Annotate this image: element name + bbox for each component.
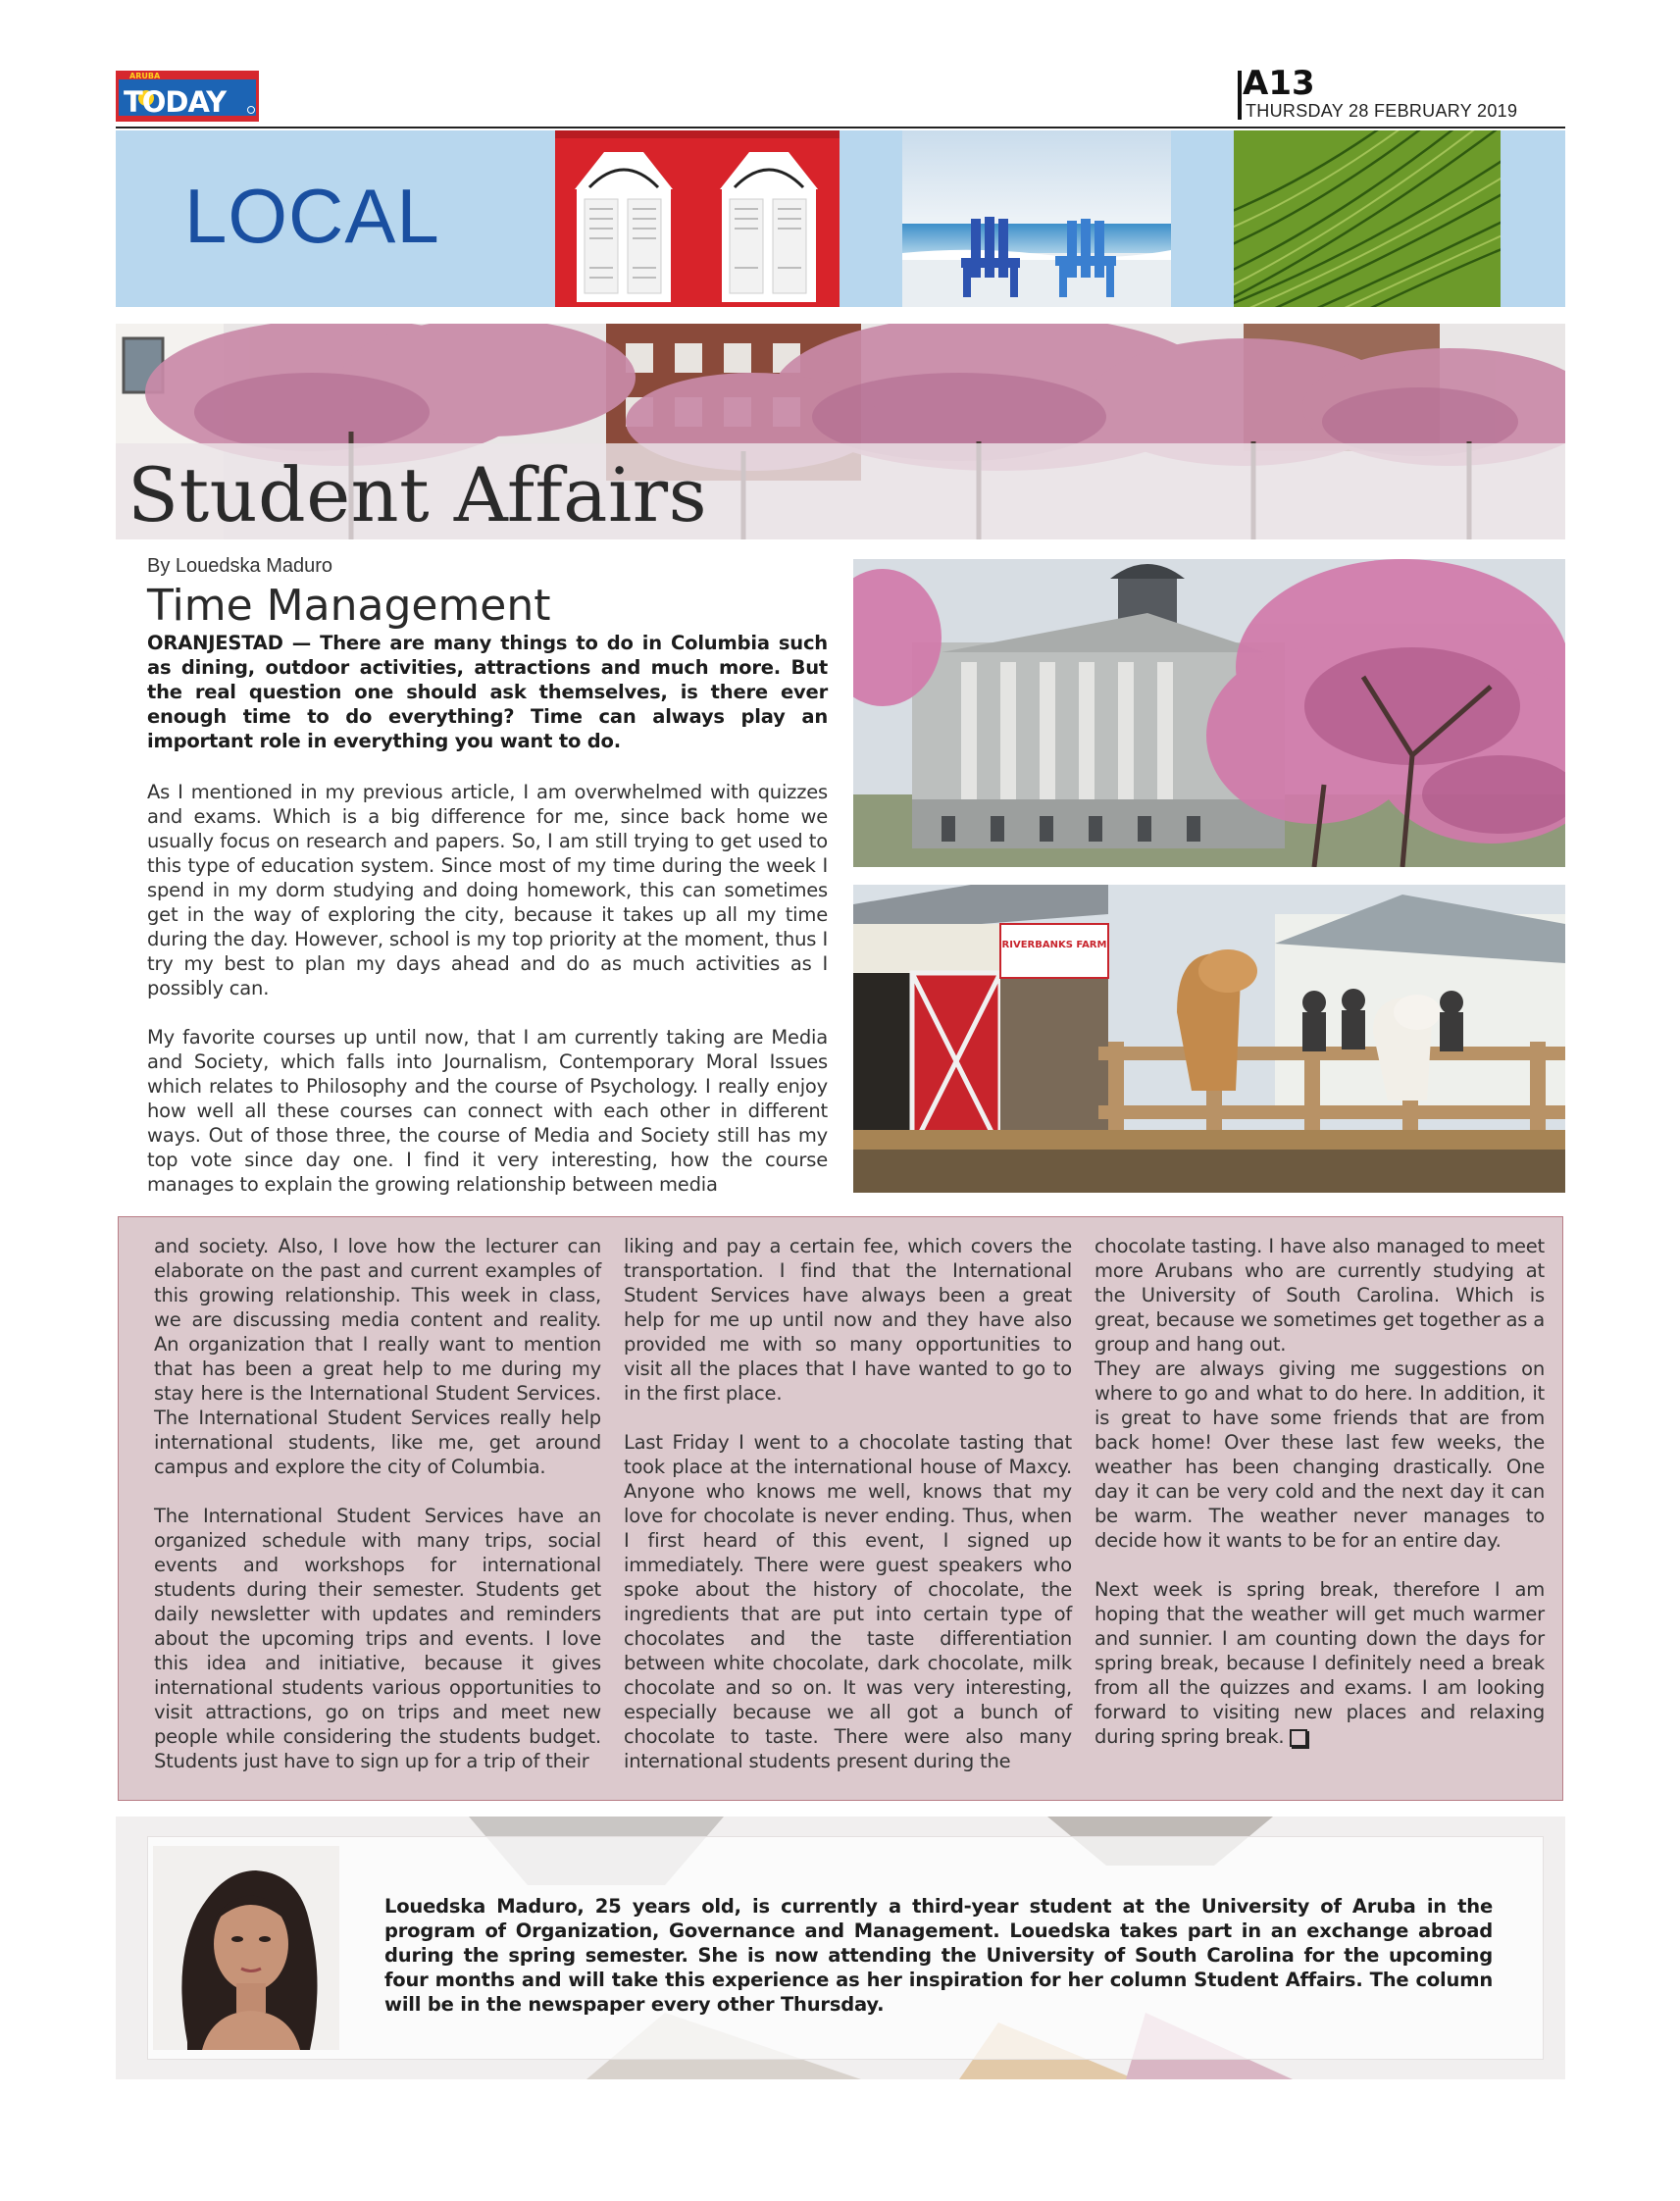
alpaca-farm-photo xyxy=(853,885,1565,1193)
logo-text: TODAY xyxy=(124,85,227,119)
issue-date: THURSDAY 28 FEBRUARY 2019 xyxy=(1246,101,1518,121)
article-paragraph: They are always giving me suggestions on where to go and what to do here. In addition, it is great to have some friends that are from back home! Over these last few weeks, the weather has been changing drastically. One day it can be very cold and the next day it can be warm. The weather never manages to decide how it wants to be for an entire day. xyxy=(1095,1357,1545,1552)
page-number: A13 xyxy=(1243,64,1315,103)
article-column-2 xyxy=(624,1234,1072,1773)
palm-leaf-photo xyxy=(1234,130,1501,307)
article-paragraph: liking and pay a certain fee, which covers the transportation. I find that the International Student Services have always been a great help for me up until now and they have also provided me with so many opportunities to visit all the places that I have wanted to go to in the first place. xyxy=(624,1235,1072,1405)
author-bio-text: Louedska Maduro, 25 years old, is currently a third-year student at the University of Aruba in the program of Organization, Governance and Management. Louedska takes part in an exchange abroad during the spring semester. She is now attending the University of South Carolina for the upcoming four months and will take this experience as her inspiration for her column Student Affairs. The column will be in the newspaper every other Thursday. xyxy=(384,1895,1493,2016)
column-title: Student Affairs xyxy=(127,451,708,538)
aruba-today-logo xyxy=(116,71,259,122)
red-doors-photo xyxy=(555,130,840,307)
article-paragraph: chocolate tasting. I have also managed to meet more Arubans who are currently studying at the University of South Carolina. Which is great, because we sometimes get together as a group and hang out. xyxy=(1095,1235,1546,1356)
article-paragraph: and society. Also, I love how the lecturer can elaborate on the past and current examples of this growing relationship. This week in class, we are discussing media content and reality. An organization that I really want to mention that has been a great help to me during my stay here is the International Student Services. The International Student Services really help international students, like me, get around campus and explore the city of Columbia. xyxy=(154,1235,601,1478)
byline: By Louedska Maduro xyxy=(147,555,333,577)
page-number-bar xyxy=(1238,71,1242,120)
end-of-article-icon xyxy=(1290,1729,1307,1747)
article-paragraph-last xyxy=(1095,1577,1545,1749)
state-house-photo xyxy=(853,559,1565,867)
author-portrait xyxy=(153,1846,339,2050)
beach-chairs-photo xyxy=(902,130,1171,307)
article-subhead: Time Management xyxy=(147,581,551,631)
article-paragraph: Next week is spring break, therefore I am hoping that the weather will get much warmer and sunnier. I am counting down the days for spring break, because I definitely need a break from all the quizzes and exams. I am looking forward to visiting new places and relaxing during spring break. xyxy=(1095,1578,1545,1748)
article-paragraph: As I mentioned in my previous article, I am overwhelmed with quizzes and exams. Which is a big difference for me, since back home we usually focus on research and papers. So, I am still trying to get used to this type of education system. Since most of my time during the week I spend in my dorm studying and doing homework, this can sometimes get in the way of exploring the city, because it takes up all my time during the day. However, school is my top priority at the moment, thus I try my best to plan my days ahead and do as much activities as I possibly can. xyxy=(147,781,828,999)
farm-sign-text: RIVERBANKS FARM xyxy=(1001,940,1107,950)
section-title: LOCAL xyxy=(184,173,440,259)
article-column-1 xyxy=(154,1234,601,1773)
article-paragraph: The International Student Services have an organized schedule with many trips, social events and workshops for international students during their semester. Students get daily newsletter with updates and reminders about the upcoming trips and events. I love this idea and initiative, because it gives international students various opportunities to visit attractions, go on trips and meet new people while considering the students budget. Students just have to sign up for a trip of their xyxy=(154,1505,601,1772)
article-lead: ORANJESTAD — There are many things to do in Columbia such as dining, outdoor activities, attractions and much more. But the real question one should ask themselves, is there ever enough time to do everything? Time can always play an important role in everything you want to do. xyxy=(147,632,828,752)
article-paragraph: Last Friday I went to a chocolate tasting that took place at the international house of Maxcy. Anyone who knows me well, knows that my love for chocolate is never ending. Thus, when I first heard of this event, I signed up immediately. There were guest speakers who spoke about the history of chocolate, the ingredients that are put into certain type of chocolates and the taste differentiation between white chocolate, dark chocolate, milk chocolate and so on. It was very interesting, especially because we all got a bunch of chocolate to taste. There were also many international students present during the xyxy=(624,1431,1072,1772)
logo-small-text: ARUBA xyxy=(129,72,161,80)
article-paragraph: My favorite courses up until now, that I am currently taking are Media and Society, which falls into Journalism, Contemporary Moral Issues which relates to Philosophy and the course of Psychology. I really enjoy how well all these courses can connect with each other in different ways. Out of those three, the course of Media and Society still has my top vote since day one. I find it very interesting, how the course manages to explain the growing relationship between media xyxy=(147,1026,828,1196)
masthead-rule xyxy=(116,127,1565,128)
article-column-3 xyxy=(1095,1234,1545,1749)
